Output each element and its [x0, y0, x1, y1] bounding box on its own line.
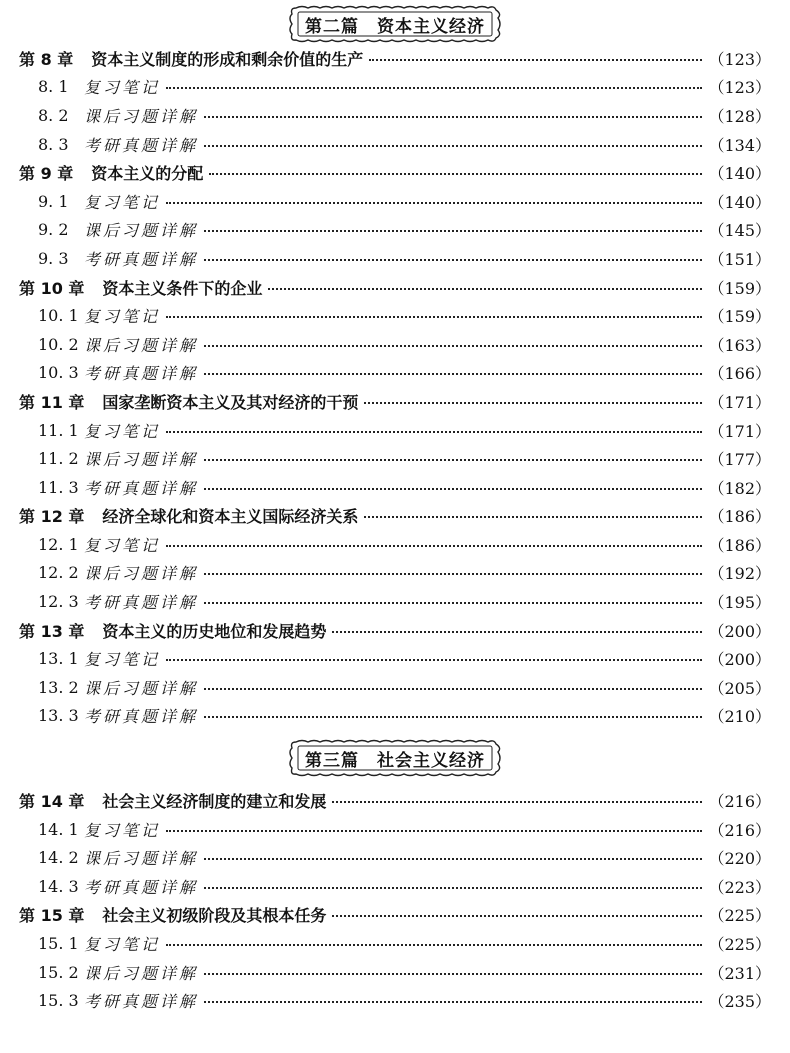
page-number: （166）: [708, 364, 771, 384]
dot-leader: [332, 800, 702, 803]
toc-section-entry[interactable]: [0, 644, 790, 673]
dot-leader: [204, 115, 702, 118]
toc-section-entry[interactable]: [0, 815, 790, 844]
page-number: （145）: [708, 221, 771, 241]
toc-section-entry[interactable]: [0, 530, 790, 559]
part-banner: [284, 738, 506, 778]
chapter-title: 资本主义的分配: [91, 164, 204, 184]
section-number: 8. 2: [38, 105, 69, 125]
section-number: 10. 2: [38, 334, 79, 354]
chapter-number: 第 11 章: [19, 392, 85, 412]
dot-leader: [166, 86, 702, 89]
section-title: 课后习题详解: [84, 221, 199, 241]
page-number: （159）: [708, 307, 771, 327]
dot-leader: [204, 229, 702, 232]
page-number: （123）: [708, 78, 771, 98]
toc-chapter-entry[interactable]: [0, 786, 790, 815]
dot-leader: [204, 687, 702, 690]
toc-section-entry[interactable]: [0, 929, 790, 958]
page-number: （151）: [708, 249, 771, 269]
section-title: 考研真题详解: [84, 992, 199, 1012]
toc-section-entry[interactable]: [0, 359, 790, 388]
dot-leader: [204, 458, 702, 461]
section-title: 课后习题详解: [84, 106, 199, 126]
chapter-title: 资本主义条件下的企业: [102, 278, 263, 298]
dot-leader: [204, 344, 702, 347]
dot-leader: [166, 658, 702, 661]
dot-leader: [204, 601, 702, 604]
part-title: 第三篇 社会主义经济: [305, 750, 485, 771]
part-banner: [284, 4, 506, 44]
dot-leader: [204, 1000, 702, 1003]
dot-leader: [204, 972, 702, 975]
section-number: 13. 3: [38, 706, 79, 726]
section-number: 15. 3: [38, 991, 79, 1011]
chapter-title: 国家垄断资本主义及其对经济的干预: [102, 392, 359, 412]
section-title: 复习笔记: [84, 421, 161, 441]
section-number: 15. 1: [38, 934, 79, 954]
section-title: 课后习题详解: [84, 564, 199, 584]
dot-leader: [204, 487, 702, 490]
toc-section-entry[interactable]: [0, 872, 790, 901]
toc-section-entry[interactable]: [0, 473, 790, 502]
toc-chapter-entry[interactable]: [0, 387, 790, 416]
page-number: （192）: [708, 564, 771, 584]
toc-section-entry[interactable]: [0, 444, 790, 473]
section-number: 10. 3: [38, 363, 79, 383]
dot-leader: [166, 430, 702, 433]
toc-section-entry[interactable]: [0, 559, 790, 588]
section-number: 9. 1: [38, 191, 69, 211]
section-title: 课后习题详解: [84, 963, 199, 983]
page-number: （216）: [708, 792, 771, 812]
chapter-title: 社会主义初级阶段及其根本任务: [102, 906, 327, 926]
section-title: 复习笔记: [84, 935, 161, 955]
section-number: 9. 3: [38, 248, 69, 268]
section-title: 考研真题详解: [84, 135, 199, 155]
chapter-number: 第 12 章: [19, 507, 85, 527]
chapter-number: 第 14 章: [19, 792, 85, 812]
dot-leader: [166, 943, 702, 946]
page-number: （223）: [708, 877, 771, 897]
page-number: （159）: [708, 278, 771, 298]
section-number: 12. 1: [38, 534, 79, 554]
toc-section-entry[interactable]: [0, 587, 790, 616]
page-number: （134）: [708, 135, 771, 155]
section-number: 10. 1: [38, 306, 79, 326]
chapter-number: 第 8 章: [19, 49, 74, 69]
section-number: 15. 2: [38, 962, 79, 982]
dot-leader: [204, 258, 702, 261]
section-title: 考研真题详解: [84, 707, 199, 727]
part-title: 第二篇 资本主义经济: [305, 16, 485, 37]
section-number: 11. 1: [38, 420, 79, 440]
dot-leader: [268, 287, 702, 290]
chapter-number: 第 15 章: [19, 906, 85, 926]
toc-list: [0, 44, 790, 730]
page-number: （210）: [708, 707, 771, 727]
section-number: 11. 2: [38, 449, 79, 469]
section-title: 课后习题详解: [84, 678, 199, 698]
section-number: 14. 3: [38, 876, 79, 896]
section-number: 13. 1: [38, 649, 79, 669]
toc-section-entry[interactable]: [0, 301, 790, 330]
dot-leader: [204, 144, 702, 147]
chapter-title: 社会主义经济制度的建立和发展: [102, 792, 327, 812]
page-number: （231）: [708, 963, 771, 983]
page-number: （220）: [708, 849, 771, 869]
dot-leader: [332, 914, 702, 917]
toc-chapter-entry[interactable]: [0, 44, 790, 73]
toc-section-entry[interactable]: [0, 673, 790, 702]
page-number: （205）: [708, 678, 771, 698]
page-number: （200）: [708, 650, 771, 670]
section-title: 课后习题详解: [84, 335, 199, 355]
section-title: 考研真题详解: [84, 364, 199, 384]
dot-leader: [204, 886, 702, 889]
page-number: （182）: [708, 478, 771, 498]
dot-leader: [166, 315, 702, 318]
dot-leader: [166, 829, 702, 832]
toc-section-entry[interactable]: [0, 101, 790, 130]
toc-section-entry[interactable]: [0, 958, 790, 987]
toc-section-entry[interactable]: [0, 73, 790, 102]
chapter-number: 第 10 章: [19, 278, 85, 298]
chapter-title: 经济全球化和资本主义国际经济关系: [102, 507, 359, 527]
section-title: 考研真题详解: [84, 593, 199, 613]
dot-leader: [204, 572, 702, 575]
toc-section-entry[interactable]: [0, 702, 790, 731]
dot-leader: [364, 401, 702, 404]
page-number: （163）: [708, 335, 771, 355]
section-title: 复习笔记: [84, 192, 161, 212]
toc-chapter-entry[interactable]: [0, 901, 790, 930]
dot-leader: [332, 630, 702, 633]
toc-chapter-entry[interactable]: [0, 616, 790, 645]
page-number: （171）: [708, 421, 771, 441]
chapter-number: 第 9 章: [19, 164, 74, 184]
section-number: 14. 1: [38, 819, 79, 839]
dot-leader: [166, 201, 702, 204]
section-title: 课后习题详解: [84, 450, 199, 470]
section-number: 8. 1: [38, 77, 69, 97]
chapter-title: 资本主义的历史地位和发展趋势: [102, 621, 327, 641]
section-number: 12. 3: [38, 592, 79, 612]
toc-section-entry[interactable]: [0, 187, 790, 216]
toc-section-entry[interactable]: [0, 330, 790, 359]
toc-chapter-entry[interactable]: [0, 502, 790, 531]
section-number: 8. 3: [38, 134, 69, 154]
section-title: 复习笔记: [84, 307, 161, 327]
section-title: 课后习题详解: [84, 849, 199, 869]
page-number: （200）: [708, 621, 771, 641]
page-number: （123）: [708, 49, 771, 69]
section-title: 考研真题详解: [84, 478, 199, 498]
section-number: 12. 2: [38, 563, 79, 583]
page-number: （171）: [708, 392, 771, 412]
page-number: （225）: [708, 935, 771, 955]
toc-list: [0, 786, 790, 1015]
dot-leader: [204, 372, 702, 375]
dot-leader: [204, 857, 702, 860]
dot-leader: [369, 58, 702, 61]
page-number: （216）: [708, 820, 771, 840]
toc-section-entry[interactable]: [0, 843, 790, 872]
page-number: （225）: [708, 906, 771, 926]
page-number: （140）: [708, 164, 771, 184]
page-number: （140）: [708, 192, 771, 212]
page-number: （195）: [708, 593, 771, 613]
page-number: （186）: [708, 535, 771, 555]
section-title: 复习笔记: [84, 650, 161, 670]
section-number: 14. 2: [38, 848, 79, 868]
toc-chapter-entry[interactable]: [0, 273, 790, 302]
page-number: （235）: [708, 992, 771, 1012]
section-number: 13. 2: [38, 677, 79, 697]
section-title: 复习笔记: [84, 535, 161, 555]
section-number: 11. 3: [38, 477, 79, 497]
toc-chapter-entry[interactable]: [0, 158, 790, 187]
dot-leader: [209, 172, 702, 175]
page-number: （186）: [708, 507, 771, 527]
section-number: 9. 2: [38, 220, 69, 240]
dot-leader: [204, 715, 702, 718]
dot-leader: [364, 515, 702, 518]
toc-section-entry[interactable]: [0, 216, 790, 245]
toc-section-entry[interactable]: [0, 986, 790, 1015]
toc-section-entry[interactable]: [0, 130, 790, 159]
page-number: （128）: [708, 106, 771, 126]
toc-section-entry[interactable]: [0, 244, 790, 273]
section-title: 复习笔记: [84, 78, 161, 98]
section-title: 考研真题详解: [84, 249, 199, 269]
toc-section-entry[interactable]: [0, 416, 790, 445]
chapter-number: 第 13 章: [19, 621, 85, 641]
toc-page: [0, 4, 790, 1053]
section-title: 复习笔记: [84, 820, 161, 840]
section-title: 考研真题详解: [84, 877, 199, 897]
page-number: （177）: [708, 450, 771, 470]
dot-leader: [166, 544, 702, 547]
chapter-title: 资本主义制度的形成和剩余价值的生产: [91, 49, 364, 69]
